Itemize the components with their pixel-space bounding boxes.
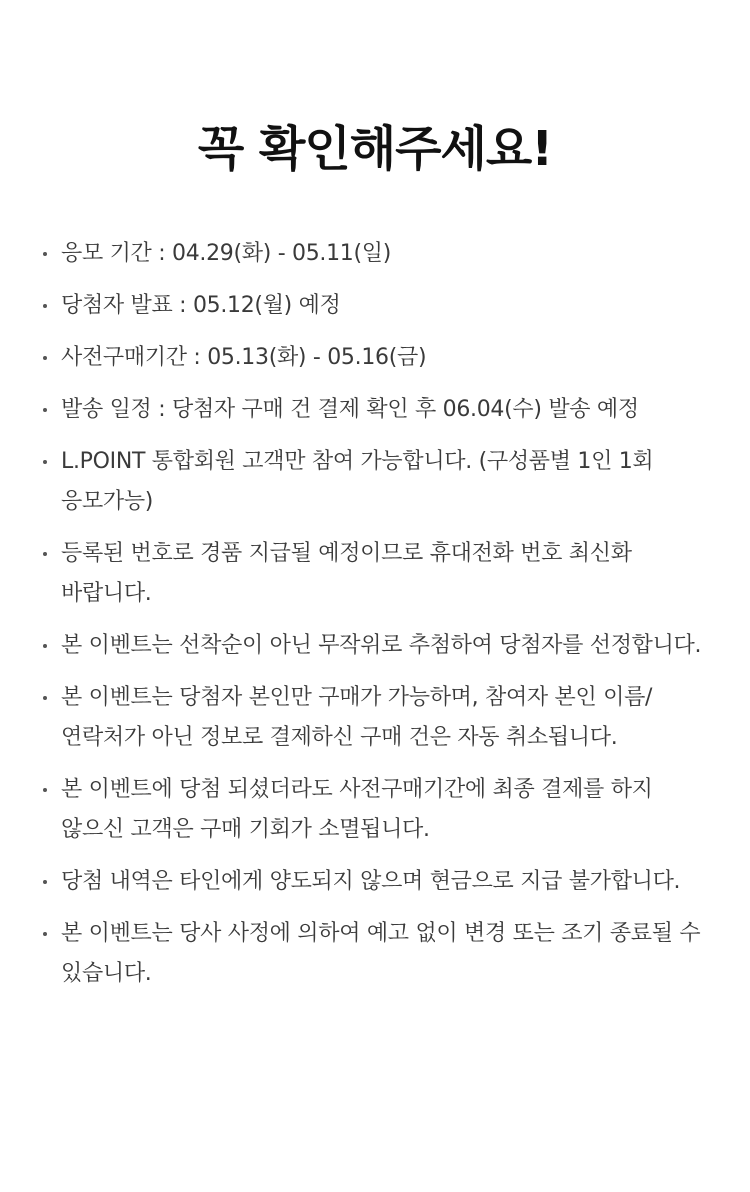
notice-text: 등록된 번호로 경품 지급될 예정이므로 휴대전화 번호 최신화 바랍니다.: [61, 541, 632, 606]
notice-item-5: [40, 442, 710, 522]
bullet-icon: [43, 304, 47, 308]
bullet-icon: [43, 356, 47, 360]
notice-text: 본 이벤트는 선착순이 아닌 무작위로 추첨하여 당첨자를 선정합니다.: [61, 633, 702, 658]
page-title: 꼭 확인해주세요!: [197, 121, 553, 177]
notice-item-4: [40, 390, 710, 430]
bullet-icon: [43, 788, 47, 792]
notice-item-1: [40, 234, 710, 274]
bullet-icon: [43, 696, 47, 700]
bullet-icon: [43, 644, 47, 648]
notice-item-9: [40, 770, 710, 850]
bullet-icon: [43, 252, 47, 256]
bullet-icon: [43, 880, 47, 884]
notice-item-2: [40, 286, 710, 326]
notice-text: 당첨 내역은 타인에게 양도되지 않으며 현금으로 지급 불가합니다.: [61, 869, 681, 894]
notice-text: 본 이벤트에 당첨 되셨더라도 사전구매기간에 최종 결제를 하지 않으신 고객은 구매 기회가 소멸됩니다.: [61, 777, 653, 842]
notice-text: 본 이벤트는 당첨자 본인만 구매가 가능하며, 참여자 본인 이름/연락처가 아닌 정보로 결제하신 구매 건은 자동 취소됩니다.: [61, 685, 653, 750]
notice-item-10: [40, 862, 710, 902]
notice-item-3: [40, 338, 710, 378]
notice-item-7: [40, 626, 710, 666]
notice-text: L.POINT 통합회원 고객만 참여 가능합니다. (구성품별 1인 1회 응모가능): [61, 449, 654, 514]
bullet-icon: [43, 460, 47, 464]
bullet-icon: [43, 408, 47, 412]
bullet-icon: [43, 932, 47, 936]
notice-text: 당첨자 발표 : 05.12(월) 예정: [61, 293, 341, 318]
notice-item-11: [40, 914, 710, 994]
notice-text: 사전구매기간 : 05.13(화) - 05.16(금): [61, 345, 427, 370]
notice-item-8: [40, 678, 710, 758]
notice-list: [0, 234, 750, 994]
bullet-icon: [43, 552, 47, 556]
notice-text: 응모 기간 : 04.29(화) - 05.11(일): [61, 241, 392, 266]
notice-item-6: [40, 534, 710, 614]
notice-text: 본 이벤트는 당사 사정에 의하여 예고 없이 변경 또는 조기 종료될 수 있습니다.: [61, 921, 701, 986]
notice-text: 발송 일정 : 당첨자 구매 건 결제 확인 후 06.04(수) 발송 예정: [61, 397, 639, 422]
